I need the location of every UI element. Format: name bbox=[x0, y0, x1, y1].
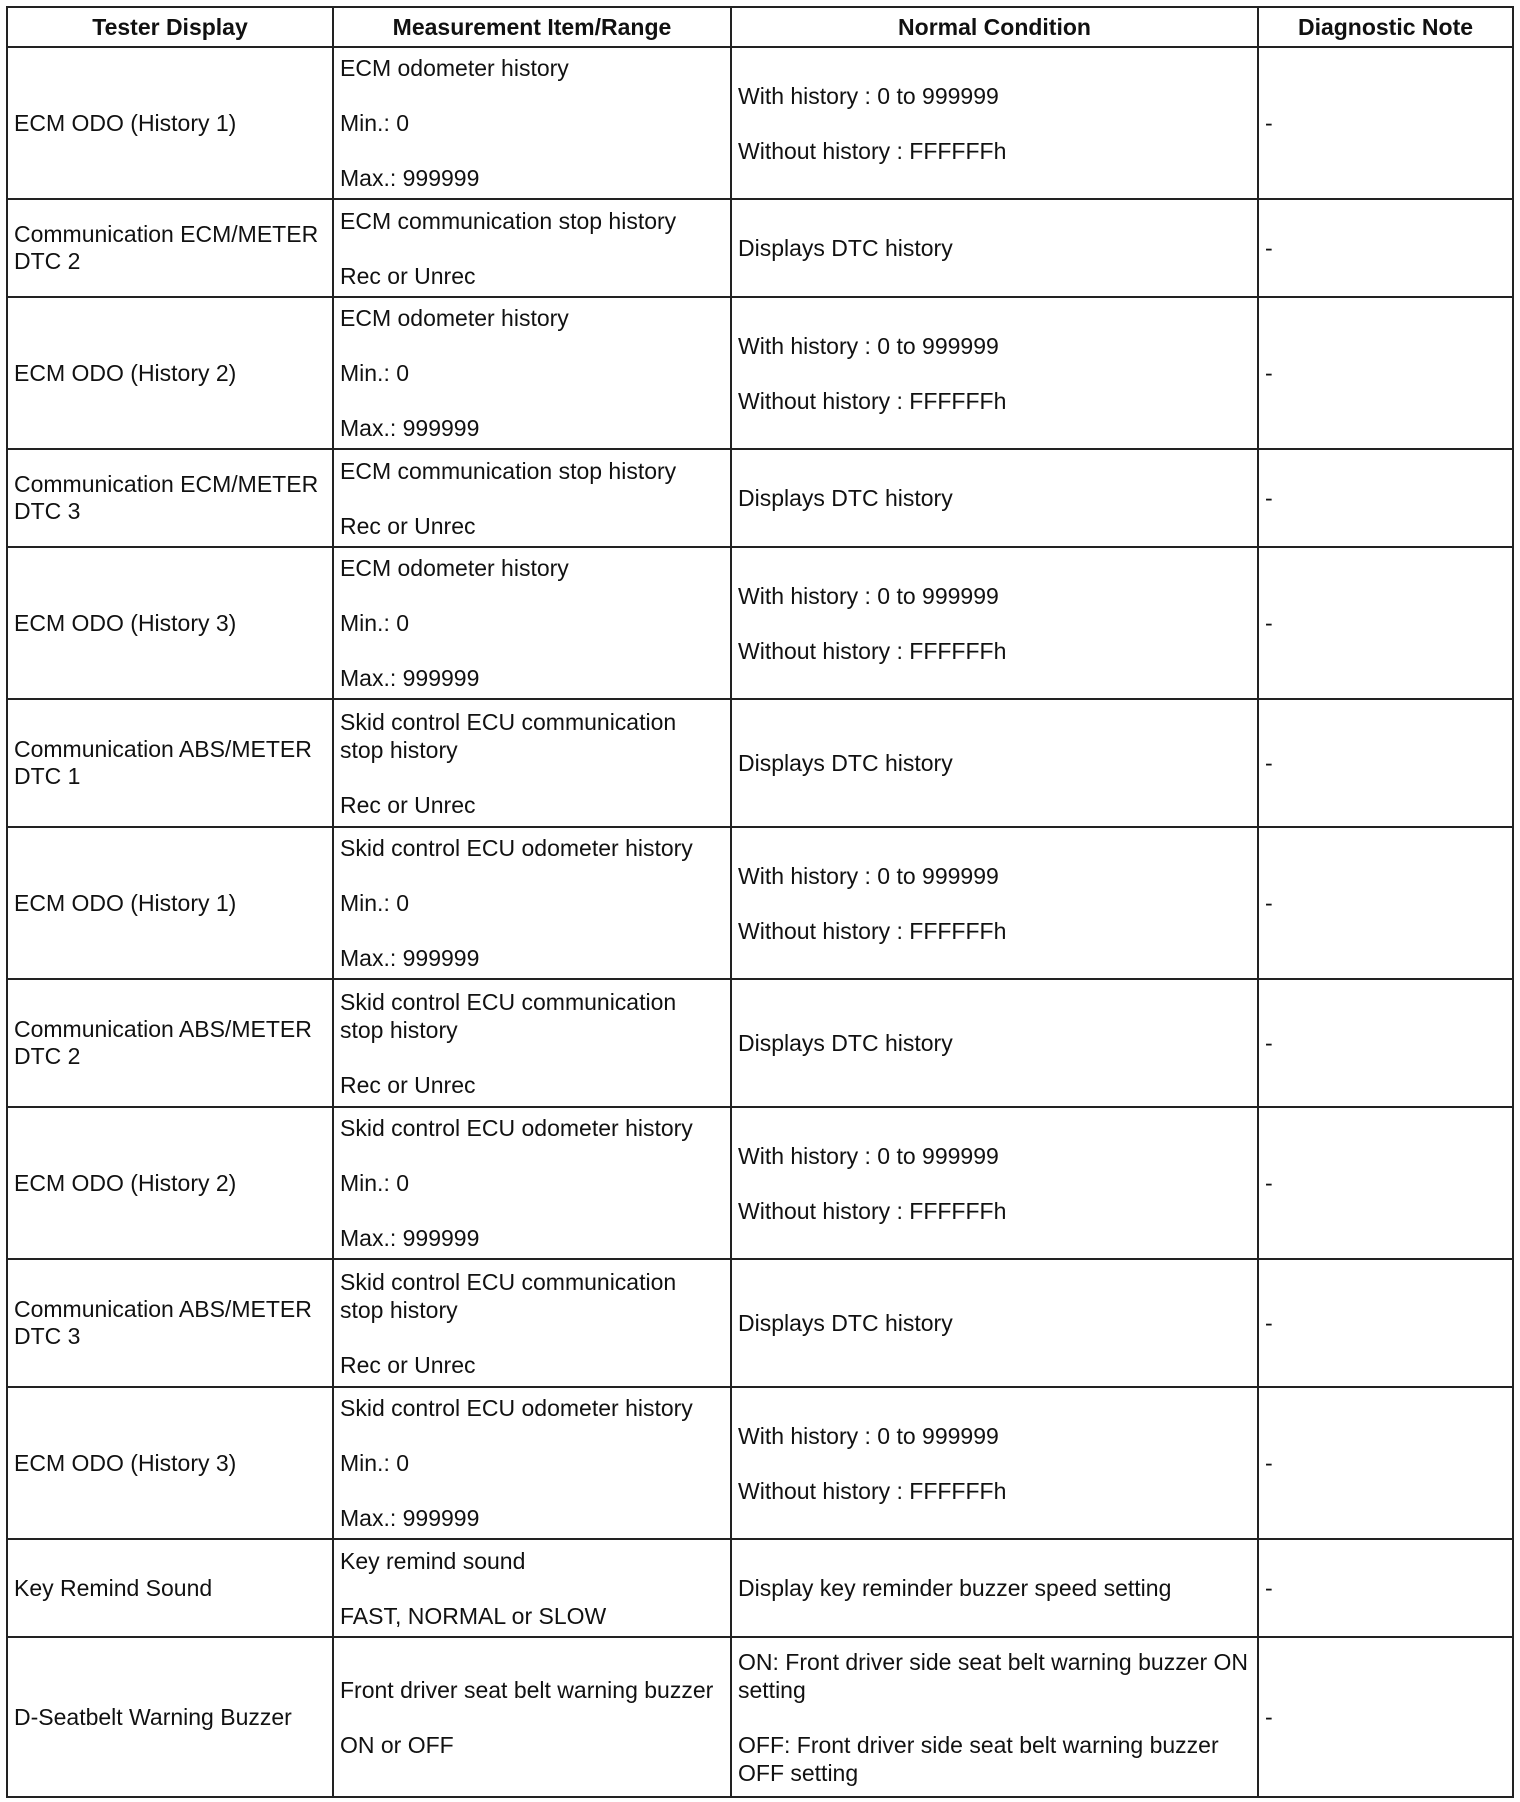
normal-condition-cell bbox=[731, 1387, 1258, 1539]
condition-line: With history : 0 to 999999 bbox=[738, 582, 999, 609]
condition-line: ON: Front driver side seat belt warning buzzer ON setting bbox=[738, 1648, 1249, 1703]
header-measurement-item: Measurement Item/Range bbox=[333, 7, 731, 47]
measurement-line: Skid control ECU communication stop history bbox=[340, 1268, 677, 1323]
tester-display-cell: Communication ABS/METER DTC 1 bbox=[7, 699, 333, 827]
tester-display-cell: Communication ABS/METER DTC 2 bbox=[7, 979, 333, 1107]
table-row bbox=[7, 699, 1513, 827]
condition-line: Displays DTC history bbox=[738, 750, 953, 776]
diagnostic-note-cell: - bbox=[1258, 547, 1513, 699]
table-row bbox=[7, 297, 1513, 449]
measurement-cell bbox=[333, 1259, 731, 1387]
measurement-line: Rec or Unrec bbox=[340, 262, 476, 289]
condition-line: Without history : FFFFFFh bbox=[738, 637, 1007, 664]
measurement-cell bbox=[333, 297, 731, 449]
measurement-cell bbox=[333, 1107, 731, 1259]
condition-line: Displays DTC history bbox=[738, 1310, 953, 1336]
table-row bbox=[7, 1107, 1513, 1259]
measurement-cell bbox=[333, 1387, 731, 1539]
table-header bbox=[7, 7, 1513, 47]
measurement-line: Key remind sound bbox=[340, 1547, 526, 1574]
diagnostic-note-cell: - bbox=[1258, 1539, 1513, 1637]
header-row bbox=[7, 7, 1513, 47]
tester-display-cell: ECM ODO (History 1) bbox=[7, 47, 333, 199]
measurement-line: Max.: 999999 bbox=[340, 415, 480, 441]
table-row bbox=[7, 979, 1513, 1107]
normal-condition-cell bbox=[731, 547, 1258, 699]
diagnostic-note-cell: - bbox=[1258, 199, 1513, 297]
measurement-cell bbox=[333, 1539, 731, 1637]
table-row bbox=[7, 547, 1513, 699]
diagnostic-note-cell: - bbox=[1258, 449, 1513, 547]
condition-line: With history : 0 to 999999 bbox=[738, 862, 999, 889]
diagnostic-note-cell: - bbox=[1258, 1259, 1513, 1387]
measurement-line: Skid control ECU communication stop history bbox=[340, 988, 677, 1043]
normal-condition-cell bbox=[731, 1259, 1258, 1387]
tester-display-cell: ECM ODO (History 3) bbox=[7, 1387, 333, 1539]
table-row bbox=[7, 449, 1513, 547]
table-row bbox=[7, 1539, 1513, 1637]
tester-display-cell: Key Remind Sound bbox=[7, 1539, 333, 1637]
measurement-line: Min.: 0 bbox=[340, 110, 410, 136]
measurement-line: Max.: 999999 bbox=[340, 165, 480, 191]
measurement-cell bbox=[333, 979, 731, 1107]
condition-line: Without history : FFFFFFh bbox=[738, 1197, 1007, 1224]
normal-condition-cell bbox=[731, 979, 1258, 1107]
measurement-line: Max.: 999999 bbox=[340, 665, 480, 691]
tester-display-cell: ECM ODO (History 2) bbox=[7, 297, 333, 449]
measurement-cell bbox=[333, 699, 731, 827]
measurement-line: Min.: 0 bbox=[340, 890, 410, 916]
condition-line: OFF: Front driver side seat belt warning buzzer OFF setting bbox=[738, 1731, 1219, 1786]
tester-display-cell: ECM ODO (History 1) bbox=[7, 827, 333, 979]
condition-line: Without history : FFFFFFh bbox=[738, 1477, 1007, 1504]
measurement-line: Min.: 0 bbox=[340, 1170, 410, 1196]
normal-condition-cell bbox=[731, 449, 1258, 547]
measurement-cell bbox=[333, 1637, 731, 1797]
measurement-line: ON or OFF bbox=[340, 1731, 454, 1758]
measurement-line: Rec or Unrec bbox=[340, 1071, 476, 1098]
condition-line: Display key reminder buzzer speed setting bbox=[738, 1575, 1172, 1601]
measurement-line: FAST, NORMAL or SLOW bbox=[340, 1602, 607, 1629]
measurement-line: Rec or Unrec bbox=[340, 791, 476, 818]
normal-condition-cell bbox=[731, 699, 1258, 827]
table-row bbox=[7, 1637, 1513, 1797]
condition-line: With history : 0 to 999999 bbox=[738, 332, 999, 359]
measurement-cell bbox=[333, 827, 731, 979]
diagnostic-note-cell: - bbox=[1258, 47, 1513, 199]
data-monitor-table bbox=[6, 6, 1514, 1798]
measurement-line: ECM odometer history bbox=[340, 305, 569, 331]
measurement-line: Rec or Unrec bbox=[340, 512, 476, 539]
condition-line: With history : 0 to 999999 bbox=[738, 1422, 999, 1449]
table-row bbox=[7, 1387, 1513, 1539]
measurement-line: Skid control ECU odometer history bbox=[340, 1115, 693, 1141]
measurement-line: Min.: 0 bbox=[340, 360, 410, 386]
diagnostic-note-cell: - bbox=[1258, 827, 1513, 979]
table-row bbox=[7, 199, 1513, 297]
condition-line: Without history : FFFFFFh bbox=[738, 137, 1007, 164]
measurement-line: Rec or Unrec bbox=[340, 1351, 476, 1378]
measurement-line: Front driver seat belt warning buzzer bbox=[340, 1676, 714, 1703]
condition-line: With history : 0 to 999999 bbox=[738, 82, 999, 109]
condition-line: Without history : FFFFFFh bbox=[738, 387, 1007, 414]
condition-line: Displays DTC history bbox=[738, 235, 953, 261]
measurement-line: Max.: 999999 bbox=[340, 1225, 480, 1251]
normal-condition-cell bbox=[731, 827, 1258, 979]
diagnostic-note-cell: - bbox=[1258, 979, 1513, 1107]
table-row bbox=[7, 1259, 1513, 1387]
tester-display-cell: ECM ODO (History 2) bbox=[7, 1107, 333, 1259]
diagnostic-note-cell: - bbox=[1258, 297, 1513, 449]
diagnostic-note-cell: - bbox=[1258, 1637, 1513, 1797]
condition-line: Displays DTC history bbox=[738, 1030, 953, 1056]
measurement-cell bbox=[333, 449, 731, 547]
table-row bbox=[7, 827, 1513, 979]
measurement-line: ECM communication stop history bbox=[340, 207, 677, 234]
header-tester-display: Tester Display bbox=[7, 7, 333, 47]
measurement-line: Skid control ECU odometer history bbox=[340, 1395, 693, 1421]
measurement-cell bbox=[333, 199, 731, 297]
table-row bbox=[7, 47, 1513, 199]
normal-condition-cell bbox=[731, 199, 1258, 297]
normal-condition-cell bbox=[731, 1637, 1258, 1797]
tester-display-cell: ECM ODO (History 3) bbox=[7, 547, 333, 699]
measurement-line: Min.: 0 bbox=[340, 610, 410, 636]
header-diagnostic-note: Diagnostic Note bbox=[1258, 7, 1513, 47]
measurement-line: ECM odometer history bbox=[340, 55, 569, 81]
diagnostic-note-cell: - bbox=[1258, 1387, 1513, 1539]
tester-display-cell: D-Seatbelt Warning Buzzer bbox=[7, 1637, 333, 1797]
measurement-line: Skid control ECU odometer history bbox=[340, 835, 693, 861]
normal-condition-cell bbox=[731, 47, 1258, 199]
measurement-cell bbox=[333, 547, 731, 699]
measurement-line: ECM odometer history bbox=[340, 555, 569, 581]
table-body bbox=[7, 47, 1513, 1797]
diagnostic-note-cell: - bbox=[1258, 1107, 1513, 1259]
measurement-line: Max.: 999999 bbox=[340, 1505, 480, 1531]
tester-display-cell: Communication ABS/METER DTC 3 bbox=[7, 1259, 333, 1387]
normal-condition-cell bbox=[731, 297, 1258, 449]
measurement-cell bbox=[333, 47, 731, 199]
normal-condition-cell bbox=[731, 1107, 1258, 1259]
header-normal-condition: Normal Condition bbox=[731, 7, 1258, 47]
condition-line: Displays DTC history bbox=[738, 485, 953, 511]
measurement-line: ECM communication stop history bbox=[340, 457, 677, 484]
condition-line: Without history : FFFFFFh bbox=[738, 917, 1007, 944]
measurement-line: Skid control ECU communication stop history bbox=[340, 708, 677, 763]
normal-condition-cell bbox=[731, 1539, 1258, 1637]
diagnostic-note-cell: - bbox=[1258, 699, 1513, 827]
measurement-line: Max.: 999999 bbox=[340, 945, 480, 971]
tester-display-cell: Communication ECM/METER DTC 2 bbox=[7, 199, 333, 297]
measurement-line: Min.: 0 bbox=[340, 1450, 410, 1476]
condition-line: With history : 0 to 999999 bbox=[738, 1142, 999, 1169]
tester-display-cell: Communication ECM/METER DTC 3 bbox=[7, 449, 333, 547]
